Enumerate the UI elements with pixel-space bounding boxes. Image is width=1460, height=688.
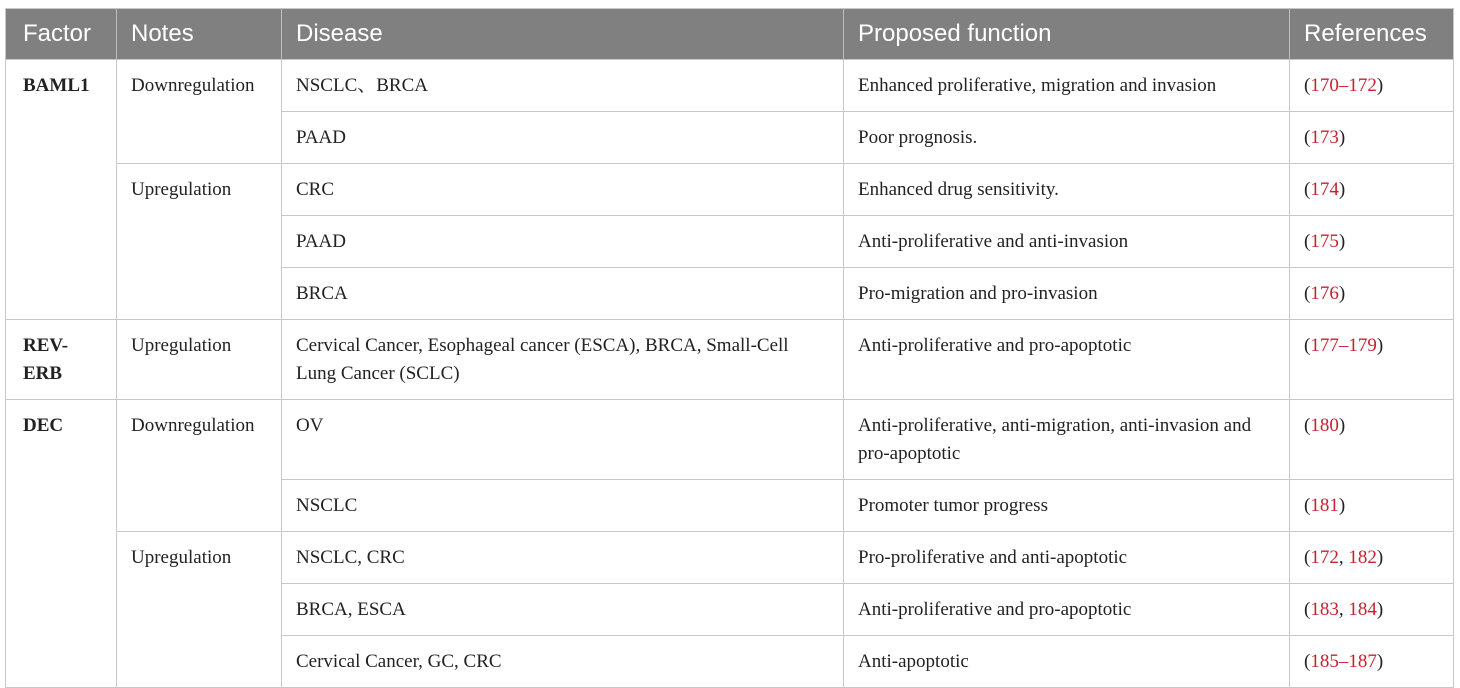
paren-open: ( [1304,415,1311,436]
reference-link[interactable]: 185–187 [1310,651,1377,672]
function-cell: Pro-migration and pro-invasion [844,268,1290,320]
references-cell [1290,400,1454,480]
paren-close: ) [1338,415,1346,436]
paren-close: ) [1376,651,1384,672]
disease-cell: PAAD [282,112,844,164]
table-row [6,60,1454,112]
paren-close: ) [1338,283,1346,304]
paren-open: ( [1304,335,1311,356]
function-cell: Anti-proliferative and anti-invasion [844,216,1290,268]
table-body [6,60,1454,688]
paren-close: ) [1376,335,1384,356]
reference-link[interactable]: 182 [1348,547,1377,568]
disease-cell: Cervical Cancer, Esophageal cancer (ESCA), BRCA, Small-Cell Lung Cancer (SCLC) [282,320,844,400]
paren-close: ) [1376,75,1384,96]
paren-open: ( [1304,547,1311,568]
table-row [6,400,1454,480]
paren-open: ( [1304,179,1311,200]
header-references: References [1290,9,1454,60]
reference-link[interactable]: 175 [1310,231,1339,252]
disease-cell: PAAD [282,216,844,268]
reference-link[interactable]: 183 [1310,599,1339,620]
paren-open: ( [1304,231,1311,252]
reference-link[interactable]: 181 [1310,495,1339,516]
paren-close: ) [1338,495,1346,516]
function-cell: Poor prognosis. [844,112,1290,164]
paren-close: ) [1338,179,1346,200]
reference-link[interactable]: 177–179 [1310,335,1377,356]
references-cell [1290,584,1454,636]
paren-open: ( [1304,599,1311,620]
reference-link[interactable]: 173 [1310,127,1339,148]
paren-open: ( [1304,495,1311,516]
paren-open: ( [1304,127,1311,148]
references-cell [1290,320,1454,400]
references-cell [1290,480,1454,532]
reference-link[interactable]: 180 [1310,415,1339,436]
references-cell [1290,532,1454,584]
notes-cell: Downregulation [117,400,282,532]
disease-cell: CRC [282,164,844,216]
notes-cell: Downregulation [117,60,282,164]
reference-link[interactable]: 172 [1310,547,1339,568]
function-cell: Anti-proliferative and pro-apoptotic [844,320,1290,400]
references-cell [1290,112,1454,164]
paren-open: ( [1304,283,1311,304]
paren-close: ) [1376,599,1384,620]
paren-close: ) [1376,547,1384,568]
table-row [6,164,1454,216]
function-cell: Promoter tumor progress [844,480,1290,532]
reference-link[interactable]: 176 [1310,283,1339,304]
table-header [6,9,1454,60]
header-disease: Disease [282,9,844,60]
notes-cell: Upregulation [117,320,282,400]
disease-cell: NSCLC [282,480,844,532]
references-cell [1290,268,1454,320]
table-row [6,532,1454,584]
references-cell [1290,164,1454,216]
table-row [6,320,1454,400]
disease-cell: BRCA [282,268,844,320]
factor-cell: REV-ERB [6,320,117,400]
function-cell: Anti-apoptotic [844,636,1290,688]
paren-open: ( [1304,75,1311,96]
disease-cell: NSCLC、BRCA [282,60,844,112]
function-cell: Enhanced drug sensitivity. [844,164,1290,216]
function-cell: Anti-proliferative, anti-migration, anti-invasion and pro-apoptotic [844,400,1290,480]
factor-cell: BAML1 [6,60,117,320]
paren-close: ) [1338,127,1346,148]
header-row [6,9,1454,60]
references-cell [1290,216,1454,268]
function-cell: Anti-proliferative and pro-apoptotic [844,584,1290,636]
ref-separator: , [1338,547,1349,568]
paren-close: ) [1338,231,1346,252]
reference-link[interactable]: 174 [1310,179,1339,200]
reference-link[interactable]: 184 [1348,599,1377,620]
header-factor: Factor [6,9,117,60]
references-cell [1290,60,1454,112]
disease-cell: Cervical Cancer, GC, CRC [282,636,844,688]
disease-cell: BRCA, ESCA [282,584,844,636]
function-cell: Enhanced proliferative, migration and invasion [844,60,1290,112]
disease-cell: NSCLC, CRC [282,532,844,584]
paren-open: ( [1304,651,1311,672]
ref-separator: , [1338,599,1349,620]
table-container [5,8,1453,688]
notes-cell: Upregulation [117,164,282,320]
header-notes: Notes [117,9,282,60]
factor-table [5,8,1454,688]
factor-cell: DEC [6,400,117,688]
references-cell [1290,636,1454,688]
reference-link[interactable]: 170–172 [1310,75,1377,96]
header-proposed-function: Proposed function [844,9,1290,60]
disease-cell: OV [282,400,844,480]
notes-cell: Upregulation [117,532,282,688]
function-cell: Pro-proliferative and anti-apoptotic [844,532,1290,584]
